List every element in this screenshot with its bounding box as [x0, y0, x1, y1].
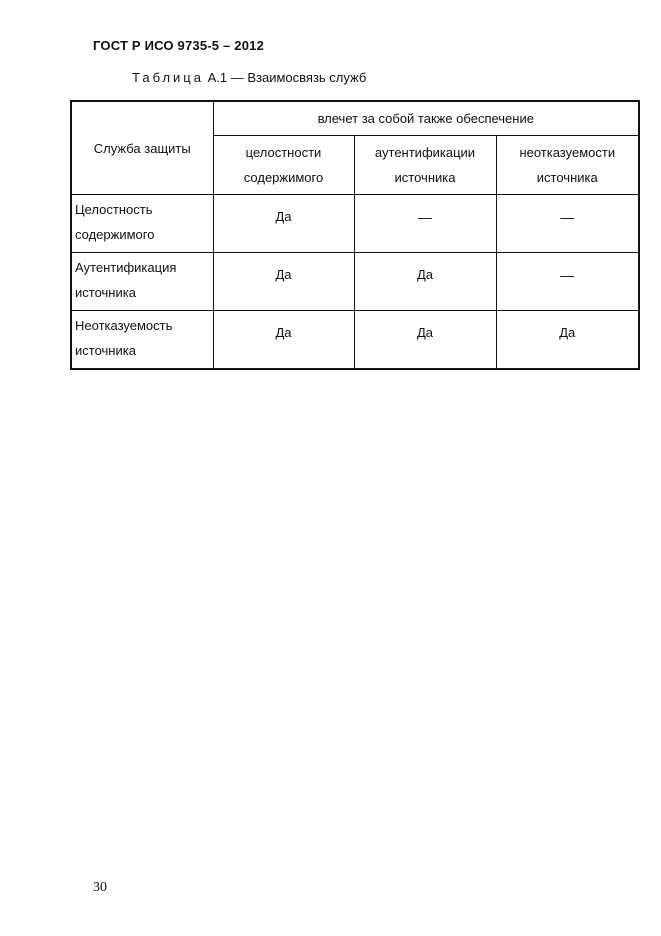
- column-header-line: неотказуемости: [519, 145, 616, 160]
- table-row: [71, 253, 639, 311]
- column-header-line: содержимого: [243, 170, 324, 185]
- table-row: [71, 311, 639, 369]
- caption-title: Взаимосвязь служб: [247, 70, 367, 85]
- table-cell: Да: [213, 195, 354, 253]
- row-label-line: Аутентификация: [75, 260, 177, 275]
- document-header: ГОСТ Р ИСО 9735-5 – 2012: [93, 38, 264, 53]
- row-label: [71, 195, 213, 253]
- caption-label: Таблица: [132, 70, 204, 85]
- column-header-non-repudiation: [496, 136, 639, 195]
- caption-number: А.1: [207, 70, 228, 85]
- row-label-line: содержимого: [75, 227, 155, 242]
- row-label-line: источника: [75, 285, 136, 300]
- table-cell: —: [496, 253, 639, 311]
- table-header-row: [71, 101, 639, 136]
- row-label-line: источника: [75, 343, 136, 358]
- row-label: [71, 253, 213, 311]
- table-row: [71, 195, 639, 253]
- page-number: 30: [93, 880, 107, 895]
- table-cell: Да: [496, 311, 639, 369]
- table-cell: Да: [354, 311, 496, 369]
- table-cell: —: [496, 195, 639, 253]
- services-relation-table: [70, 100, 640, 370]
- column-header-authentication: [354, 136, 496, 195]
- table-cell: Да: [213, 253, 354, 311]
- column-header-line: источника: [536, 170, 598, 185]
- column-header-line: аутентификации: [374, 145, 476, 160]
- table-cell: Да: [354, 253, 496, 311]
- table-cell: Да: [213, 311, 354, 369]
- table-caption: [132, 70, 366, 85]
- group-header: влечет за собой также обеспечение: [213, 101, 639, 136]
- row-label-line: Неотказуемость: [75, 318, 173, 333]
- corner-header: Служба защиты: [71, 101, 213, 195]
- row-label-line: Целостность: [75, 202, 153, 217]
- caption-separator: —: [230, 70, 244, 85]
- table-cell: —: [354, 195, 496, 253]
- row-label: [71, 311, 213, 369]
- column-header-line: целостности: [245, 145, 322, 160]
- column-header-line: источника: [394, 170, 456, 185]
- column-header-integrity: [213, 136, 354, 195]
